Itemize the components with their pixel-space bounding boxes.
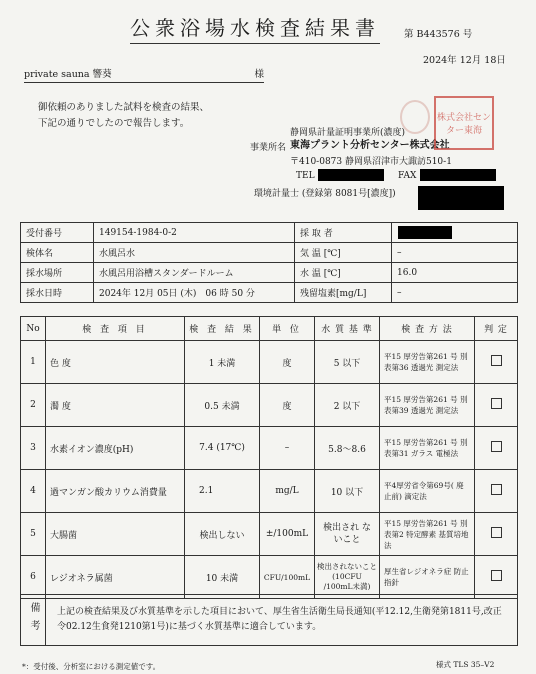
- row-result: 10 未満: [185, 556, 260, 599]
- info-row: [21, 283, 518, 303]
- remarks-text: 上記の検査結果及び水質基準を示した項目において、厚生省生活衛生局長通知(平12.12,生衛発第1811号,改正 令02.12生食発1210第1号)に基づく水質基準に適合しています。: [57, 607, 502, 632]
- tel-label: TEL: [296, 171, 315, 181]
- info-label: 水 温 [℃]: [295, 263, 392, 283]
- header-no: No: [21, 317, 46, 341]
- header-method: 検 査 方 法: [380, 317, 475, 341]
- row-judgement: [475, 427, 518, 470]
- row-standard: 5 以下: [315, 341, 380, 384]
- info-value: –: [392, 283, 518, 303]
- header-judgement: 判 定: [475, 317, 518, 341]
- judgement-checkbox[interactable]: [491, 484, 502, 495]
- row-unit: 度: [260, 341, 315, 384]
- row-no: 4: [21, 470, 46, 513]
- row-result: 0.5 未満: [185, 384, 260, 427]
- document-number: 第 B443576 号: [404, 29, 473, 40]
- row-standard: 2 以下: [315, 384, 380, 427]
- fax-label: FAX: [398, 171, 417, 181]
- row-unit: –: [260, 427, 315, 470]
- info-row: [21, 263, 518, 283]
- info-label: 気 温 [℃]: [295, 243, 392, 263]
- sample-info-table: [20, 222, 518, 303]
- row-result: 検出しない: [185, 513, 260, 556]
- info-row: [21, 223, 518, 243]
- row-standard: 5.8〜8.6: [315, 427, 380, 470]
- row-no: 6: [21, 556, 46, 599]
- info-value: 水風呂水: [94, 243, 295, 263]
- table-row: [21, 513, 518, 556]
- table-row: [21, 341, 518, 384]
- remarks-label-text: 備考: [28, 602, 39, 638]
- office-address: 〒410-0873 静岡県沼津市大諏訪510-1: [290, 157, 452, 167]
- row-judgement: [475, 470, 518, 513]
- header-standard: 水 質 基 準: [315, 317, 380, 341]
- row-standard: 10 以下: [315, 470, 380, 513]
- header-item: 検 査 項 目: [46, 317, 185, 341]
- judgement-checkbox[interactable]: [491, 355, 502, 366]
- info-label: 採 取 者: [295, 223, 392, 243]
- row-method: 平15 厚労告第261 号 別表第2 特定酵素 基質培地法: [380, 513, 475, 556]
- row-judgement: [475, 384, 518, 427]
- row-unit: CFU/100mL: [260, 556, 315, 599]
- judgement-checkbox[interactable]: [491, 570, 502, 581]
- remarks-label: [21, 595, 46, 645]
- row-item: 大腸菌: [46, 513, 185, 556]
- row-judgement: [475, 556, 518, 599]
- document-title: 公衆浴場水検査結果書: [130, 12, 380, 44]
- row-result: 7.4 (17℃): [185, 427, 260, 470]
- row-method: 平4厚労省令第69号( 廃止前) 滴定法: [380, 470, 475, 513]
- row-method: 平15 厚労告第261 号 別表第36 透過光 測定法: [380, 341, 475, 384]
- row-unit: ±/100mL: [260, 513, 315, 556]
- office-name: 東海プラント分析センター株式会社: [290, 140, 450, 151]
- row-item: レジオネラ属菌: [46, 556, 185, 599]
- row-standard: 検出され ないこと: [315, 513, 380, 556]
- row-no: 3: [21, 427, 46, 470]
- row-no: 2: [21, 384, 46, 427]
- form-code: 様式 TLS 35–V2: [436, 660, 495, 669]
- header-result: 検 査 結 果: [185, 317, 260, 341]
- fax-redaction: [420, 169, 496, 181]
- table-row: [21, 556, 518, 599]
- info-value: 水風呂用浴槽スタンダードルーム: [94, 263, 295, 283]
- footnote: *：受付後、分析室における測定値です。: [22, 662, 161, 671]
- row-no: 5: [21, 513, 46, 556]
- judgement-checkbox[interactable]: [491, 398, 502, 409]
- row-judgement: [475, 341, 518, 384]
- table-row: [21, 384, 518, 427]
- registration-label: 静岡県計量証明事業所(濃度): [290, 128, 406, 138]
- info-value: 2024年 12月 05日 (木) 06 時 50 分: [94, 283, 295, 303]
- tel-redaction: [318, 169, 384, 181]
- info-label: 採水場所: [21, 263, 94, 283]
- results-table: [20, 316, 518, 599]
- intro-line-1: 御依頼のありました試料を検査の結果、: [38, 102, 210, 113]
- judgement-checkbox[interactable]: [491, 441, 502, 452]
- measurer-redaction: [418, 186, 504, 210]
- row-item: 過マンガン酸カリウム消費量: [46, 470, 185, 513]
- row-no: 1: [21, 341, 46, 384]
- client-line: [24, 66, 264, 83]
- results-header-row: [21, 317, 518, 341]
- info-value: 16.0: [392, 263, 518, 283]
- row-standard: 検出されないこと (10CFU /100mL未満): [315, 556, 380, 599]
- info-value: –: [392, 243, 518, 263]
- remarks-box: [20, 594, 518, 646]
- info-row: [21, 243, 518, 263]
- measurer-label: 環境計量士 (登録第 8081号[濃度]): [254, 189, 396, 199]
- row-item: 色 度: [46, 341, 185, 384]
- row-item: 水素イオン濃度(pH): [46, 427, 185, 470]
- client-name: private sauna 響葵: [24, 69, 112, 80]
- info-label: 残留塩素[mg/L]: [295, 283, 392, 303]
- row-judgement: [475, 513, 518, 556]
- row-item: 濁 度: [46, 384, 185, 427]
- row-result: 2.1: [185, 470, 260, 513]
- office-label: 事業所名: [250, 143, 287, 153]
- intro-text: [38, 100, 278, 132]
- info-value: 149154-1984-0-2: [94, 223, 295, 243]
- table-row: [21, 470, 518, 513]
- company-seal-stamp: 株式会社センター東海: [434, 96, 494, 150]
- row-method: 平15 厚労告第261 号 別表第39 透過光 測定法: [380, 384, 475, 427]
- header-unit: 単 位: [260, 317, 315, 341]
- info-label: 検体名: [21, 243, 94, 263]
- judgement-checkbox[interactable]: [491, 527, 502, 538]
- info-label: 受付番号: [21, 223, 94, 243]
- row-method: 平15 厚労告第261 号 別表第31 ガラス 電極法: [380, 427, 475, 470]
- info-value: [392, 223, 518, 243]
- issue-date: 2024年 12月 18日: [423, 55, 506, 66]
- client-honorific: 様: [254, 69, 264, 80]
- table-row: [21, 427, 518, 470]
- intro-line-2: 下記の通りでしたので報告します。: [38, 118, 190, 129]
- collector-redaction: [398, 226, 452, 239]
- row-unit: 度: [260, 384, 315, 427]
- row-result: 1 未満: [185, 341, 260, 384]
- row-method: 厚生省レジオネラ症 防止指針: [380, 556, 475, 599]
- registration-seal-mark: [400, 100, 430, 134]
- row-unit: mg/L: [260, 470, 315, 513]
- info-label: 採水日時: [21, 283, 94, 303]
